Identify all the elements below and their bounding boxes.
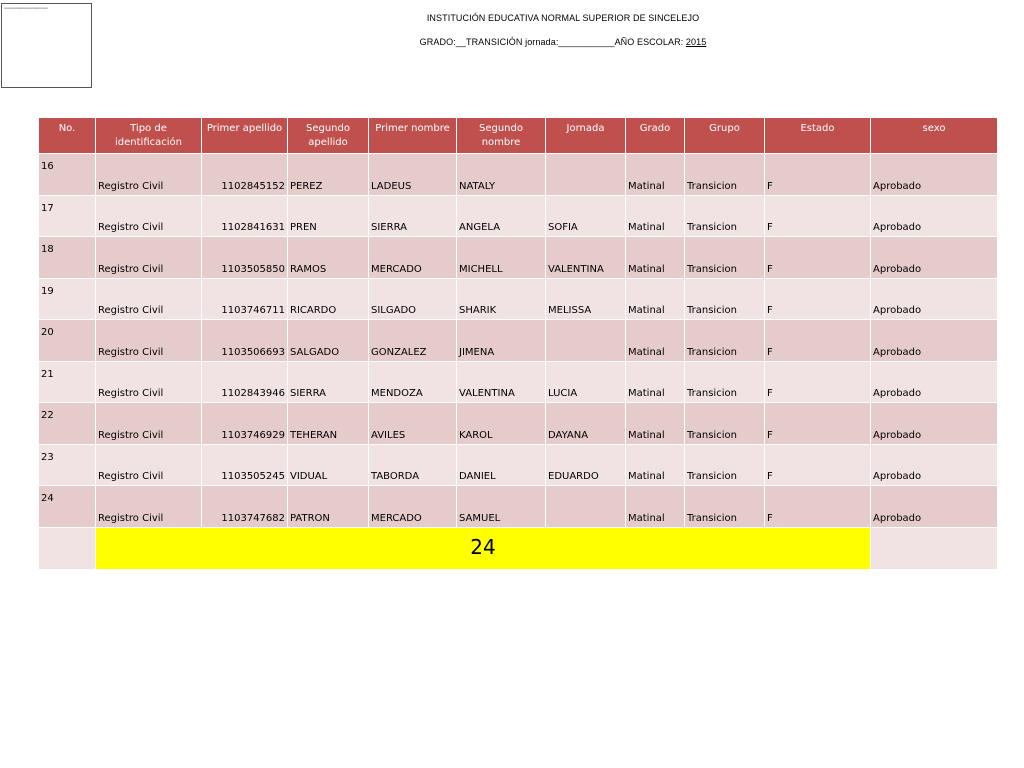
cell-tipo: Registro Civil <box>96 486 202 528</box>
cell-id: 1103747682 <box>202 486 288 528</box>
cell-id: 1103505245 <box>202 445 288 487</box>
table-row <box>39 486 998 528</box>
cell-tipo: Registro Civil <box>96 237 202 279</box>
col-header-segundo-apellido: Segundo apellido <box>288 118 369 154</box>
cell-jornada: Matinal <box>626 154 685 196</box>
table-row <box>39 445 998 487</box>
cell-grupo: F <box>765 445 871 487</box>
table-row <box>39 237 998 279</box>
cell-segundo-apellido: LADEUS <box>369 154 457 196</box>
col-header-jornada: Jornada <box>546 118 626 154</box>
cell-segundo-nombre <box>546 320 626 362</box>
cell-segundo-nombre: MELISSA <box>546 279 626 321</box>
cell-tipo: Registro Civil <box>96 403 202 445</box>
cell-primer-nombre: DANIEL <box>457 445 546 487</box>
cell-grado: Transicion <box>685 486 765 528</box>
institution-title: INSTITUCIÓN EDUCATIVA NORMAL SUPERIOR DE SINCELEJO <box>426 13 700 23</box>
cell-segundo-nombre: LUCIA <box>546 362 626 404</box>
cell-no: 21 <box>39 362 96 404</box>
cell-grupo: F <box>765 237 871 279</box>
col-header-primer-nombre: Primer nombre <box>369 118 457 154</box>
table-row <box>39 279 998 321</box>
cell-estado: Aprobado <box>871 486 998 528</box>
cell-no: 22 <box>39 403 96 445</box>
cell-id: 1102843946 <box>202 362 288 404</box>
cell-id: 1102845152 <box>202 154 288 196</box>
cell-primer-apellido: SALGADO <box>288 320 369 362</box>
cell-estado: Aprobado <box>871 196 998 238</box>
cell-id: 1103506693 <box>202 320 288 362</box>
cell-grupo: F <box>765 362 871 404</box>
school-year: 2015 <box>685 37 707 47</box>
grade-line-text: GRADO:__TRANSICIÓN jornada:___________AÑO ESCOLAR: <box>419 37 686 47</box>
cell-grado: Transicion <box>685 362 765 404</box>
cell-grado: Transicion <box>685 445 765 487</box>
cell-segundo-nombre: SOFIA <box>546 196 626 238</box>
cell-tipo: Registro Civil <box>96 445 202 487</box>
cell-primer-apellido: TEHERAN <box>288 403 369 445</box>
cell-no: 23 <box>39 445 96 487</box>
col-header-primer-apellido: Primer apellido <box>202 118 288 154</box>
cell-segundo-nombre: DAYANA <box>546 403 626 445</box>
cell-jornada: Matinal <box>626 362 685 404</box>
cell-grupo: F <box>765 154 871 196</box>
logo-placeholder <box>1 3 92 88</box>
cell-grado: Transicion <box>685 403 765 445</box>
cell-primer-apellido: RICARDO <box>288 279 369 321</box>
cell-estado: Aprobado <box>871 237 998 279</box>
cell-segundo-nombre <box>546 154 626 196</box>
cell-grado: Transicion <box>685 196 765 238</box>
cell-segundo-apellido: MERCADO <box>369 486 457 528</box>
cell-primer-apellido: PEREZ <box>288 154 369 196</box>
cell-segundo-nombre <box>546 486 626 528</box>
cell-primer-nombre: KAROL <box>457 403 546 445</box>
cell-segundo-apellido: GONZALEZ <box>369 320 457 362</box>
cell-segundo-apellido: MERCADO <box>369 237 457 279</box>
cell-no: 20 <box>39 320 96 362</box>
cell-grado: Transicion <box>685 154 765 196</box>
cell-segundo-apellido: TABORDA <box>369 445 457 487</box>
cell-jornada: Matinal <box>626 196 685 238</box>
cell-segundo-apellido: MENDOZA <box>369 362 457 404</box>
table-row <box>39 403 998 445</box>
cell-jornada: Matinal <box>626 403 685 445</box>
cell-grupo: F <box>765 403 871 445</box>
cell-estado: Aprobado <box>871 362 998 404</box>
cell-estado: Aprobado <box>871 154 998 196</box>
cell-jornada: Matinal <box>626 320 685 362</box>
cell-tipo: Registro Civil <box>96 320 202 362</box>
cell-estado: Aprobado <box>871 320 998 362</box>
total-count: 24 <box>96 528 871 570</box>
cell-id: 1103505850 <box>202 237 288 279</box>
cell-primer-apellido: VIDUAL <box>288 445 369 487</box>
cell-primer-nombre: VALENTINA <box>457 362 546 404</box>
cell-jornada: Matinal <box>626 279 685 321</box>
cell-grupo: F <box>765 486 871 528</box>
cell-grado: Transicion <box>685 237 765 279</box>
cell-estado: Aprobado <box>871 445 998 487</box>
cell-id: 1102841631 <box>202 196 288 238</box>
cell-no: 17 <box>39 196 96 238</box>
table-row <box>39 362 998 404</box>
table-header-row <box>39 118 998 154</box>
table-row <box>39 196 998 238</box>
cell-primer-nombre: SHARIK <box>457 279 546 321</box>
cell-tipo: Registro Civil <box>96 279 202 321</box>
cell-no: 19 <box>39 279 96 321</box>
table-row <box>39 154 998 196</box>
total-row-empty-right <box>871 528 998 570</box>
cell-grupo: F <box>765 320 871 362</box>
cell-segundo-apellido: SILGADO <box>369 279 457 321</box>
cell-id: 1103746929 <box>202 403 288 445</box>
col-header-grupo: Grupo <box>685 118 765 154</box>
cell-primer-apellido: SIERRA <box>288 362 369 404</box>
col-header-no: No. <box>39 118 96 154</box>
col-header-estado: Estado <box>765 118 871 154</box>
cell-tipo: Registro Civil <box>96 154 202 196</box>
cell-segundo-apellido: AVILES <box>369 403 457 445</box>
cell-no: 16 <box>39 154 96 196</box>
cell-primer-apellido: PATRON <box>288 486 369 528</box>
cell-primer-nombre: MICHELL <box>457 237 546 279</box>
cell-tipo: Registro Civil <box>96 362 202 404</box>
col-header-sexo: sexo <box>871 118 998 154</box>
cell-id: 1103746711 <box>202 279 288 321</box>
cell-jornada: Matinal <box>626 486 685 528</box>
cell-no: 24 <box>39 486 96 528</box>
cell-no: 18 <box>39 237 96 279</box>
cell-primer-nombre: NATALY <box>457 154 546 196</box>
table-row <box>39 320 998 362</box>
total-row <box>39 528 998 570</box>
logo-fine-print: ▪▪▪▪▪▪▪▪▪▪▪▪▪▪▪▪▪▪▪▪▪▪▪▪▪▪▪▪▪▪▪▪▪▪▪▪▪▪▪▪▪ <box>4 6 48 10</box>
col-header-grado: Grado <box>626 118 685 154</box>
cell-grado: Transicion <box>685 320 765 362</box>
cell-jornada: Matinal <box>626 445 685 487</box>
cell-estado: Aprobado <box>871 403 998 445</box>
total-row-empty-left <box>39 528 96 570</box>
cell-segundo-nombre: EDUARDO <box>546 445 626 487</box>
cell-segundo-apellido: SIERRA <box>369 196 457 238</box>
student-roster-table <box>39 118 998 570</box>
cell-grupo: F <box>765 279 871 321</box>
cell-primer-apellido: PREN <box>288 196 369 238</box>
cell-primer-apellido: RAMOS <box>288 237 369 279</box>
cell-estado: Aprobado <box>871 279 998 321</box>
grade-line <box>340 37 786 47</box>
cell-tipo: Registro Civil <box>96 196 202 238</box>
cell-jornada: Matinal <box>626 237 685 279</box>
cell-grupo: F <box>765 196 871 238</box>
col-header-segundo-nombre: Segundo nombre <box>457 118 546 154</box>
cell-primer-nombre: JIMENA <box>457 320 546 362</box>
cell-segundo-nombre: VALENTINA <box>546 237 626 279</box>
cell-primer-nombre: SAMUEL <box>457 486 546 528</box>
cell-primer-nombre: ANGELA <box>457 196 546 238</box>
col-header-tipo: Tipo de identificación <box>96 118 202 154</box>
cell-grado: Transicion <box>685 279 765 321</box>
